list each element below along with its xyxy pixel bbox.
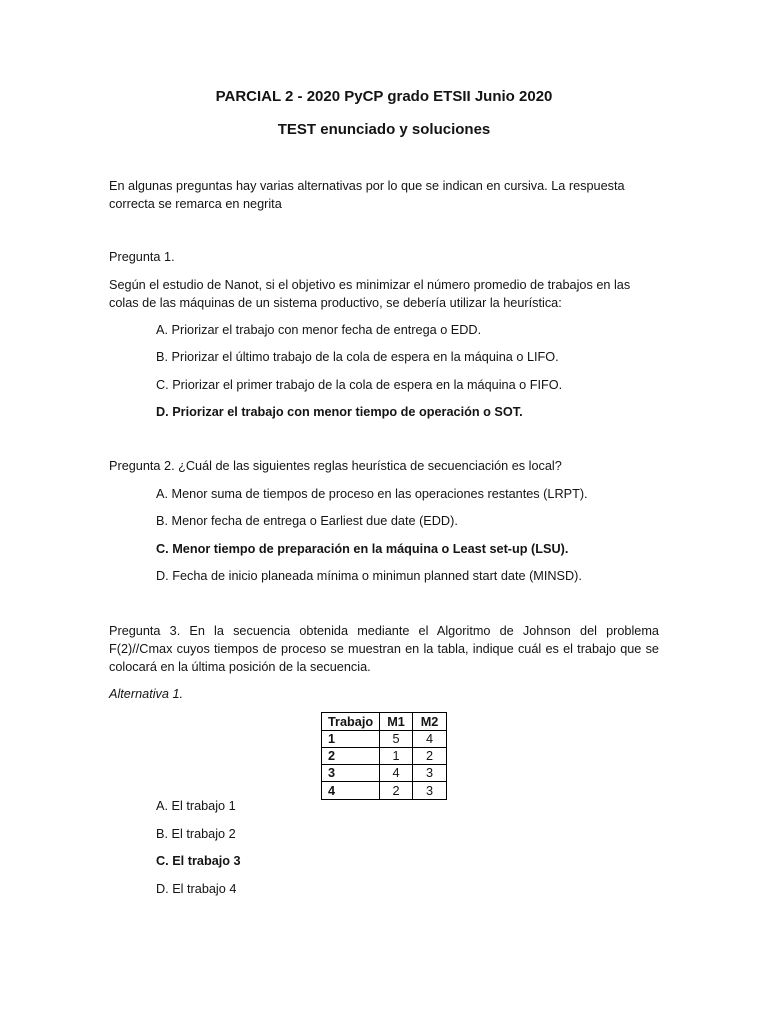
- table-header-row: [322, 713, 447, 731]
- table-cell: 3: [322, 765, 380, 782]
- table-cell: 4: [413, 731, 447, 748]
- table-cell: 4: [380, 765, 413, 782]
- question-3-option-a: A. El trabajo 1: [156, 799, 236, 813]
- intro-line: En algunas preguntas hay varias alternativas por lo que se indican en cursiva. La respuesta: [109, 179, 625, 193]
- question-2-stem: Pregunta 2. ¿Cuál de las siguientes reglas heurística de secuenciación es local?: [109, 459, 562, 473]
- table-cell: 2: [322, 748, 380, 765]
- question-3-option-b: B. El trabajo 2: [156, 827, 236, 841]
- question-1-stem-line: Según el estudio de Nanot, si el objetivo es minimizar el número promedio de trabajos en las: [109, 278, 631, 292]
- question-1-option-d: D. Priorizar el trabajo con menor tiempo de operación o SOT.: [156, 405, 523, 419]
- alternative-label: Alternativa 1.: [109, 687, 184, 701]
- question-3-stem-line: colocará en la última posición de la secuencia.: [109, 660, 371, 674]
- question-3-option-c: C. El trabajo 3: [156, 854, 241, 868]
- table-row: [322, 782, 447, 800]
- table-cell: 3: [413, 765, 447, 782]
- table-row: [322, 731, 447, 748]
- table-cell: 3: [413, 782, 447, 800]
- question-1-option-a: A. Priorizar el trabajo con menor fecha de entrega o EDD.: [156, 323, 482, 337]
- question-1-option-b: B. Priorizar el último trabajo de la cola de espera en la máquina o LIFO.: [156, 350, 559, 364]
- table-header-cell: M1: [380, 713, 413, 731]
- table-header-cell: M2: [413, 713, 447, 731]
- table-header-cell: Trabajo: [322, 713, 380, 731]
- question-2-option-c: C. Menor tiempo de preparación en la máquina o Least set-up (LSU).: [156, 542, 569, 556]
- processing-times-table: [321, 712, 447, 800]
- table-cell: 1: [322, 731, 380, 748]
- table-row: [322, 748, 447, 765]
- document-subtitle: TEST enunciado y soluciones: [277, 121, 491, 138]
- question-3-option-d: D. El trabajo 4: [156, 882, 237, 896]
- question-1-option-c: C. Priorizar el primer trabajo de la cola de espera en la máquina o FIFO.: [156, 378, 563, 392]
- intro-line: correcta se remarca en negrita: [109, 197, 282, 211]
- table-row: [322, 765, 447, 782]
- question-1-stem-line: colas de las máquinas de un sistema productivo, se debería utilizar la heurística:: [109, 296, 562, 310]
- question-2-option-a: A. Menor suma de tiempos de proceso en las operaciones restantes (LRPT).: [156, 487, 588, 501]
- question-3-stem-line: Pregunta 3. En la secuencia obtenida mediante el Algoritmo de Johnson del problema: [109, 624, 659, 638]
- question-2-option-d: D. Fecha de inicio planeada mínima o minimun planned start date (MINSD).: [156, 569, 582, 583]
- question-1-heading: Pregunta 1.: [109, 250, 175, 264]
- question-3-stem-line: F(2)//Cmax cuyos tiempos de proceso se muestran en la tabla, indique cuál es el trabajo que se: [109, 642, 659, 656]
- table-cell: 4: [322, 782, 380, 800]
- table-cell: 1: [380, 748, 413, 765]
- document-title: PARCIAL 2 - 2020 PyCP grado ETSII Junio 2020: [215, 88, 553, 105]
- question-2-option-b: B. Menor fecha de entrega o Earliest due date (EDD).: [156, 514, 458, 528]
- table-cell: 5: [380, 731, 413, 748]
- table-cell: 2: [380, 782, 413, 800]
- table-cell: 2: [413, 748, 447, 765]
